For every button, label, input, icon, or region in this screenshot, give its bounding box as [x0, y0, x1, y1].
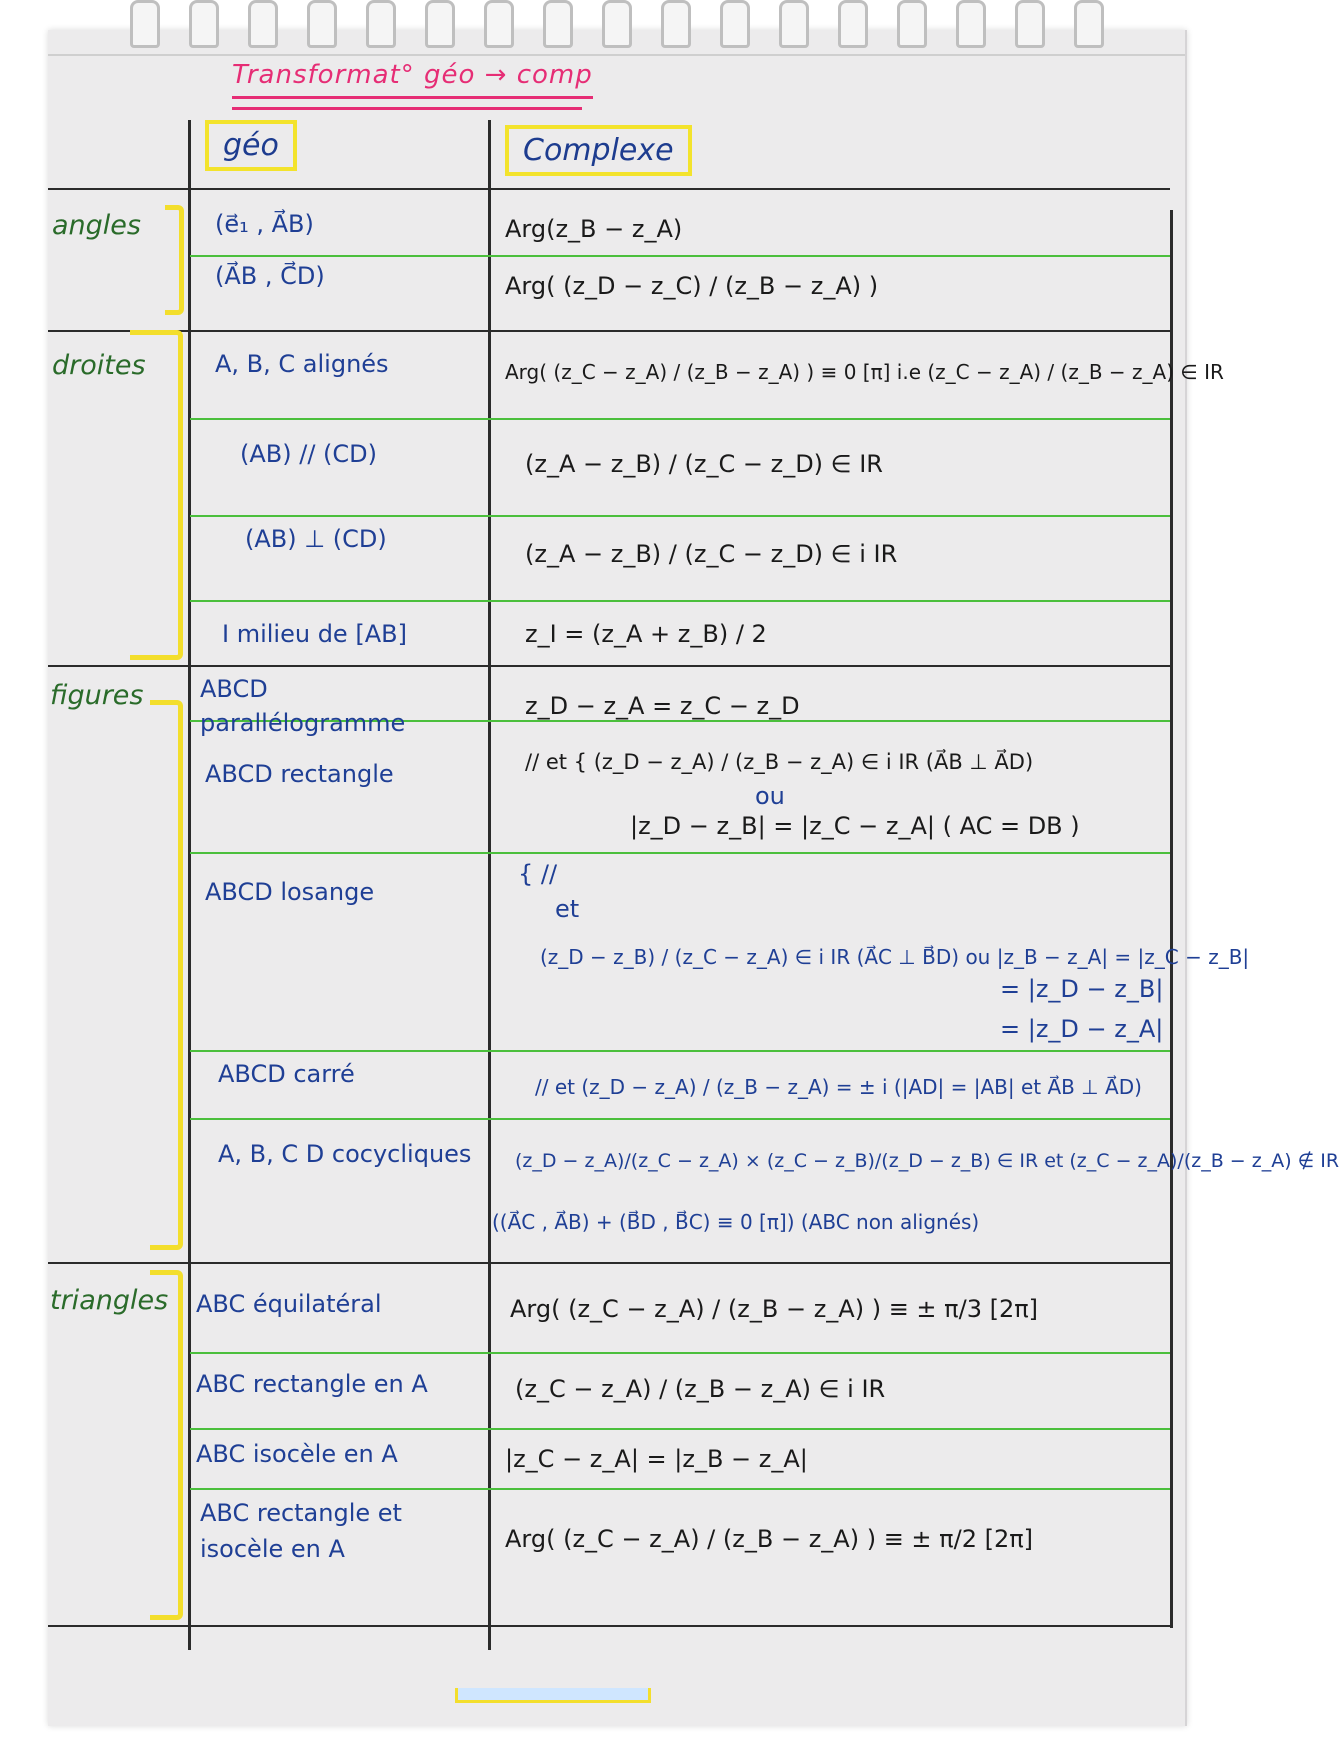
- geo-cell: (AB) // (CD): [240, 440, 378, 468]
- geo-cell: ABC rectangle et isocèle en A: [200, 1499, 402, 1563]
- complex-cell: z_D − z_A = z_C − z_D: [525, 692, 800, 720]
- complex-cell: Arg( (z_C − z_A) / (z_B − z_A) ) ≡ ± π/2 [2π]: [505, 1525, 1034, 1553]
- coil: [838, 0, 868, 48]
- complex-cell: (z_A − z_B) / (z_C − z_D) ∈ i IR: [525, 540, 898, 568]
- coil: [956, 0, 986, 48]
- section-rule: [48, 330, 1170, 332]
- coil: [897, 0, 927, 48]
- geo-cell: ABC isocèle en A: [196, 1440, 398, 1468]
- geo-cell: ABC rectangle en A: [196, 1370, 428, 1398]
- coil: [661, 0, 691, 48]
- complex-cell: (z_C − z_A) / (z_B − z_A) ∈ i IR: [515, 1375, 886, 1403]
- coil: [189, 0, 219, 48]
- header-complex: Complexe: [505, 125, 692, 176]
- row-rule: [190, 852, 1170, 854]
- category-bracket: [150, 700, 183, 1250]
- geo-cell: ABCD rectangle: [205, 760, 394, 788]
- coil: [484, 0, 514, 48]
- coil: [602, 0, 632, 48]
- category-bracket: [150, 1270, 183, 1620]
- header-geo: géo: [205, 120, 297, 171]
- row-rule: [190, 418, 1170, 420]
- complex-cell-line: (z_D − z_B) / (z_C − z_A) ∈ i IR (A⃗C ⊥ B⃗D) ou |z_B − z_A| = |z_C − z_B|: [540, 945, 1250, 969]
- complex-cell: Arg( (z_D − z_C) / (z_B − z_A) ): [505, 272, 879, 300]
- complex-cell-line: |z_D − z_B| = |z_C − z_A| ( AC = DB ): [630, 812, 1080, 840]
- complex-cell: (z_A − z_B) / (z_C − z_D) ∈ IR: [525, 450, 883, 478]
- geo-cell: (A⃗B , C⃗D): [215, 262, 325, 290]
- complex-cell: Arg(z_B − z_A): [505, 215, 683, 243]
- geo-cell: A, B, C D cocycliques: [218, 1140, 472, 1168]
- section-rule: [48, 1262, 1170, 1264]
- coil: [543, 0, 573, 48]
- row-rule: [190, 600, 1170, 602]
- complex-cell: z_I = (z_A + z_B) / 2: [525, 620, 767, 648]
- col-divider-2: [488, 120, 491, 1650]
- coil: [130, 0, 160, 48]
- row-rule: [190, 255, 1170, 257]
- title-underline: [232, 107, 582, 110]
- complex-cell-line: = |z_D − z_B|: [1000, 975, 1164, 1003]
- complex-cell: // et (z_D − z_A) / (z_B − z_A) = ± i (|AD| = |AB| et A⃗B ⊥ A⃗D): [535, 1075, 1142, 1099]
- coil: [425, 0, 455, 48]
- row-rule: [190, 1352, 1170, 1354]
- coil: [248, 0, 278, 48]
- complex-cell: |z_C − z_A| = |z_B − z_A|: [505, 1445, 808, 1473]
- row-rule: [190, 1488, 1170, 1490]
- category-label: droites: [52, 350, 146, 381]
- complex-cell-line: { //: [518, 860, 558, 888]
- row-rule: [190, 1118, 1170, 1120]
- page-tab: [455, 1688, 651, 1703]
- coil: [779, 0, 809, 48]
- geo-cell: ABCD losange: [205, 878, 375, 906]
- geo-cell: (AB) ⊥ (CD): [245, 525, 387, 553]
- coil: [366, 0, 396, 48]
- page-title: Transformat° géo → comp: [232, 60, 593, 99]
- geo-cell: ABC équilatéral: [196, 1290, 382, 1318]
- complex-cell-line: = |z_D − z_A|: [1000, 1015, 1164, 1043]
- row-rule: [190, 515, 1170, 517]
- complex-cell-line: et: [555, 895, 580, 923]
- category-label: figures: [50, 680, 144, 711]
- row-rule: [190, 1428, 1170, 1430]
- coil: [1074, 0, 1104, 48]
- complex-cell-line: (z_D − z_A)/(z_C − z_A) × (z_C − z_B)/(z_D − z_B) ∈ IR et (z_C − z_A)/(z_B − z_A) ∉ IR: [515, 1150, 1339, 1172]
- page-edge: [48, 54, 1185, 56]
- coil: [307, 0, 337, 48]
- category-label: angles: [52, 210, 141, 241]
- complex-cell: Arg( (z_C − z_A) / (z_B − z_A) ) ≡ 0 [π] i.e (z_C − z_A) / (z_B − z_A) ∈ IR: [505, 360, 1224, 384]
- complex-cell-line: ((A⃗C , A⃗B) + (B⃗D , B⃗C) ≡ 0 [π]) (ABC non alignés): [492, 1210, 980, 1234]
- category-bracket: [130, 330, 183, 660]
- geo-cell: I milieu de [AB]: [222, 620, 407, 648]
- complex-cell-line: ou: [755, 782, 785, 810]
- coil: [720, 0, 750, 48]
- right-border: [1170, 210, 1173, 1628]
- section-rule: [48, 665, 1170, 667]
- category-bracket: [165, 205, 184, 315]
- col-divider-1: [188, 120, 191, 1650]
- coil: [1015, 0, 1045, 48]
- complex-cell: Arg( (z_C − z_A) / (z_B − z_A) ) ≡ ± π/3 [2π]: [510, 1295, 1039, 1323]
- section-rule: [48, 1625, 1170, 1627]
- geo-cell: A, B, C alignés: [215, 350, 389, 378]
- category-label: triangles: [50, 1285, 169, 1316]
- spiral-binding: [130, 0, 1170, 52]
- header-rule: [48, 188, 1170, 190]
- complex-cell-line: // et { (z_D − z_A) / (z_B − z_A) ∈ i IR (A⃗B ⊥ A⃗D): [525, 750, 1034, 774]
- geo-cell: ABCD carré: [218, 1060, 355, 1088]
- geo-cell: (e⃗₁ , A⃗B): [215, 210, 314, 238]
- row-rule: [190, 1050, 1170, 1052]
- geo-cell: ABCD parallélogramme: [200, 675, 406, 737]
